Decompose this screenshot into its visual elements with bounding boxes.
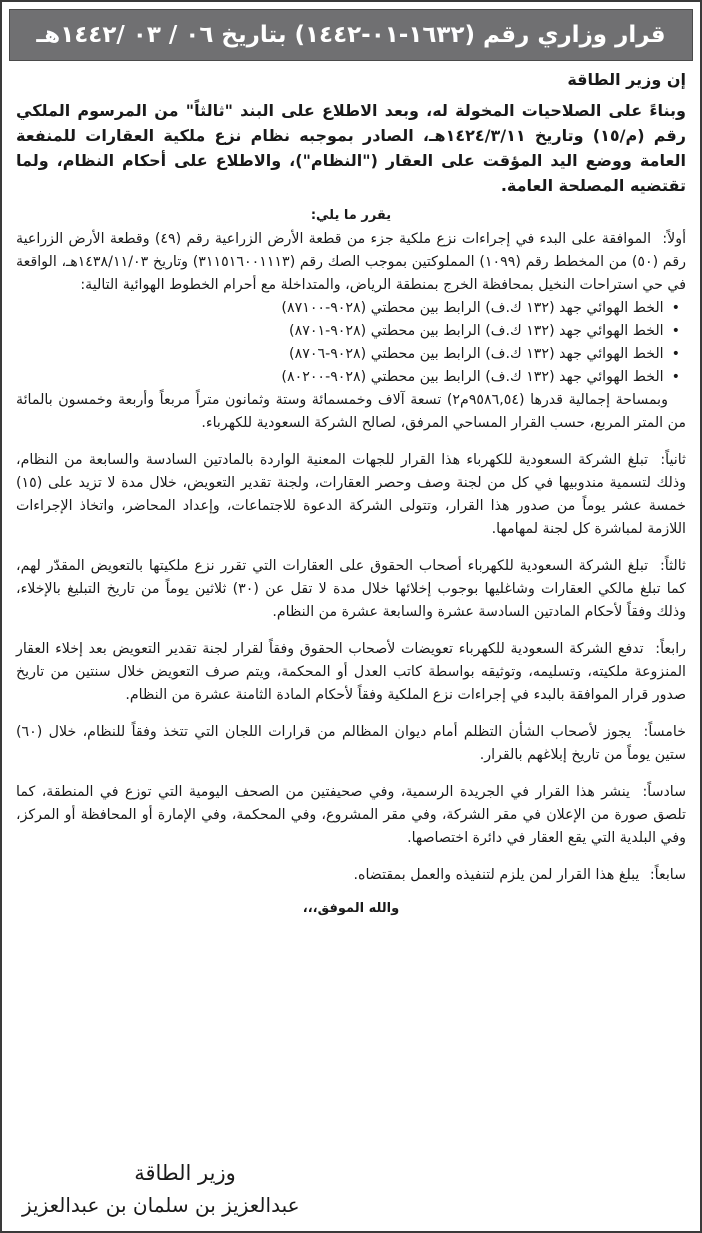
document-title: قرار وزاري رقم (١٦٣٢-٠١-١٤٤٢) بتاريخ ٠٦ / ٠٣ /١٤٤٢هـ <box>36 22 666 48</box>
power-line-item: • الخط الهوائي جهد (١٣٢ ك.ف) الرابط بين محطتي (٩٠٢٨-٨٧١٠٠) <box>16 297 680 320</box>
signatory-title: وزير الطاقة <box>134 1161 236 1185</box>
power-lines-list <box>16 297 686 389</box>
power-line-item: • الخط الهوائي جهد (١٣٢ ك.ف) الرابط بين محطتي (٩٠٢٨-٨٠٢٠٠) <box>16 366 680 389</box>
article-second: ثانياً: تبلغ الشركة السعودية للكهرباء هذا القرار للجهات المعنية الواردة بالمادتين السادسة والسابعة من النظام، وذلك لتسمية مندوبيها في كل من لجنة وصف وحصر العقارات، ولجنة تقدير التعويض، خلال مدة لا تزيد على (١٥) خمسة عشر يوماً من صدور هذا القرار، وتتولى الشركة الدعوة للاجتماعات، وإعداد المحاضر، واتخاذ الإجراءات اللازمة لمباشرة كل لجنة لمهامها. <box>16 452 686 537</box>
article-fourth: رابعاً: تدفع الشركة السعودية للكهرباء تعويضات لأصحاب الحقوق وفقاً لقرار لجنة تقدير التعويض بعد إخلاء العقار المنزوعة ملكيته، وتسليمه، وتوثيقه بواسطة كاتب العدل أو المحكمة، ويتم صرف التعويض خلال سنتين من تاريخ صدور قرار الموافقة بالبدء في إجراءات نزع الملكية وفقاً لأحكام المادة الثامنة عشرة من النظام. <box>16 641 686 703</box>
issuer-heading: إن وزير الطاقة <box>567 70 686 89</box>
article-label: سابعاً: <box>649 867 686 883</box>
article-label: خامساً: <box>643 724 686 740</box>
article-sixth: سادساً: ينشر هذا القرار في الجريدة الرسمية، وفي صحيفتين من الصحف اليومية التي توزع في المنطقة، كما تلصق صورة من الإعلان في مقر الشركة، وفي مقر المشروع، وفي المحكمة، وفي الإمارة أو المحافظة أو المركز، وفي البلدية التي يقع العقار في دائرة اختصاصها. <box>16 784 686 846</box>
signature-block <box>20 1157 350 1221</box>
preamble: وبناءً على الصلاحيات المخولة له، وبعد الاطلاع على البند "ثالثاً" من المرسوم الملكي رقم (م/١٥) وتاريخ ١٤٢٤/٣/١١هـ، الصادر بموجبه نظام نزع ملكية العقارات للمنفعة العامة ووضع اليد المؤقت على العقار ("النظام")، والاطلاع على أحكام النظام، ولما تقتضيه المصلحة العامة. <box>16 101 686 195</box>
article-label: ثانياً: <box>660 452 686 468</box>
signatory-name: عبدالعزيز بن سلمان بن عبدالعزيز <box>22 1193 300 1217</box>
closing-phrase: والله الموفق،،، <box>302 901 400 916</box>
article-first-text: أولاً: الموافقة على البدء في إجراءات نزع ملكية جزء من قطعة الأرض الزراعية رقم (٤٩) وقطعة الأرض الزراعية رقم (٥٠) من المخطط رقم (١٠٩٩) المملوكتين بموجب الصك رقم (٣١١٥١٦٠٠١١١٣) وتاريخ ١٤٣٨/١١/٠٣هـ، الواقعة في حي استراحات النخيل بمحافظة الخرج بمنطقة الرياض، والمتداخلة مع أحرام الخطوط الهوائية التالية: <box>16 231 687 293</box>
article-label: أولاً: <box>662 231 687 247</box>
article-fifth: خامساً: يجوز لأصحاب الشأن التظلم أمام ديوان المظالم من قرارات اللجان التي تتخذ وفقاً للنظام، خلال (٦٠) ستين يوماً من تاريخ إبلاغهم بالقرار. <box>16 724 686 763</box>
document-body <box>16 66 686 926</box>
decides-heading: يقرر ما يلي: <box>310 208 392 223</box>
article-first <box>16 228 686 435</box>
article-label: سادساً: <box>642 784 686 800</box>
power-line-item: • الخط الهوائي جهد (١٣٢ ك.ف) الرابط بين محطتي (٩٠٢٨-٨٧٠١) <box>16 320 680 343</box>
article-label: ثالثاً: <box>660 558 687 574</box>
title-bar <box>9 9 693 61</box>
area-text: وبمساحة إجمالية قدرها (٩٥٨٦,٥٤م٢) تسعة آلاف وخمسمائة وستة وثمانون متراً مربعاً وأربعة وخمسون بالمائة من المتر المربع، حسب القرار المساحي المرفق، لصالح الشركة السعودية للكهرباء. <box>16 392 686 431</box>
article-third: ثالثاً: تبلغ الشركة السعودية للكهرباء أصحاب الحقوق على العقارات التي تقرر نزع ملكيتها بالتعويض المقدّر لهم، كما تبلغ مالكي العقارات وشاغليها بوجوب إخلائها خلال مدة لا تقل عن (٣٠) ثلاثين يوماً من تاريخ التبليغ بالإخلاء، وذلك وفقاً لأحكام المادتين السادسة عشرة والسابعة عشرة من النظام. <box>16 558 687 620</box>
article-label: رابعاً: <box>655 641 686 657</box>
power-line-item: • الخط الهوائي جهد (١٣٢ ك.ف) الرابط بين محطتي (٩٠٢٨-٨٧٠٦) <box>16 343 680 366</box>
article-seventh: سابعاً: يبلغ هذا القرار لمن يلزم لتنفيذه والعمل بمقتضاه. <box>353 867 686 883</box>
